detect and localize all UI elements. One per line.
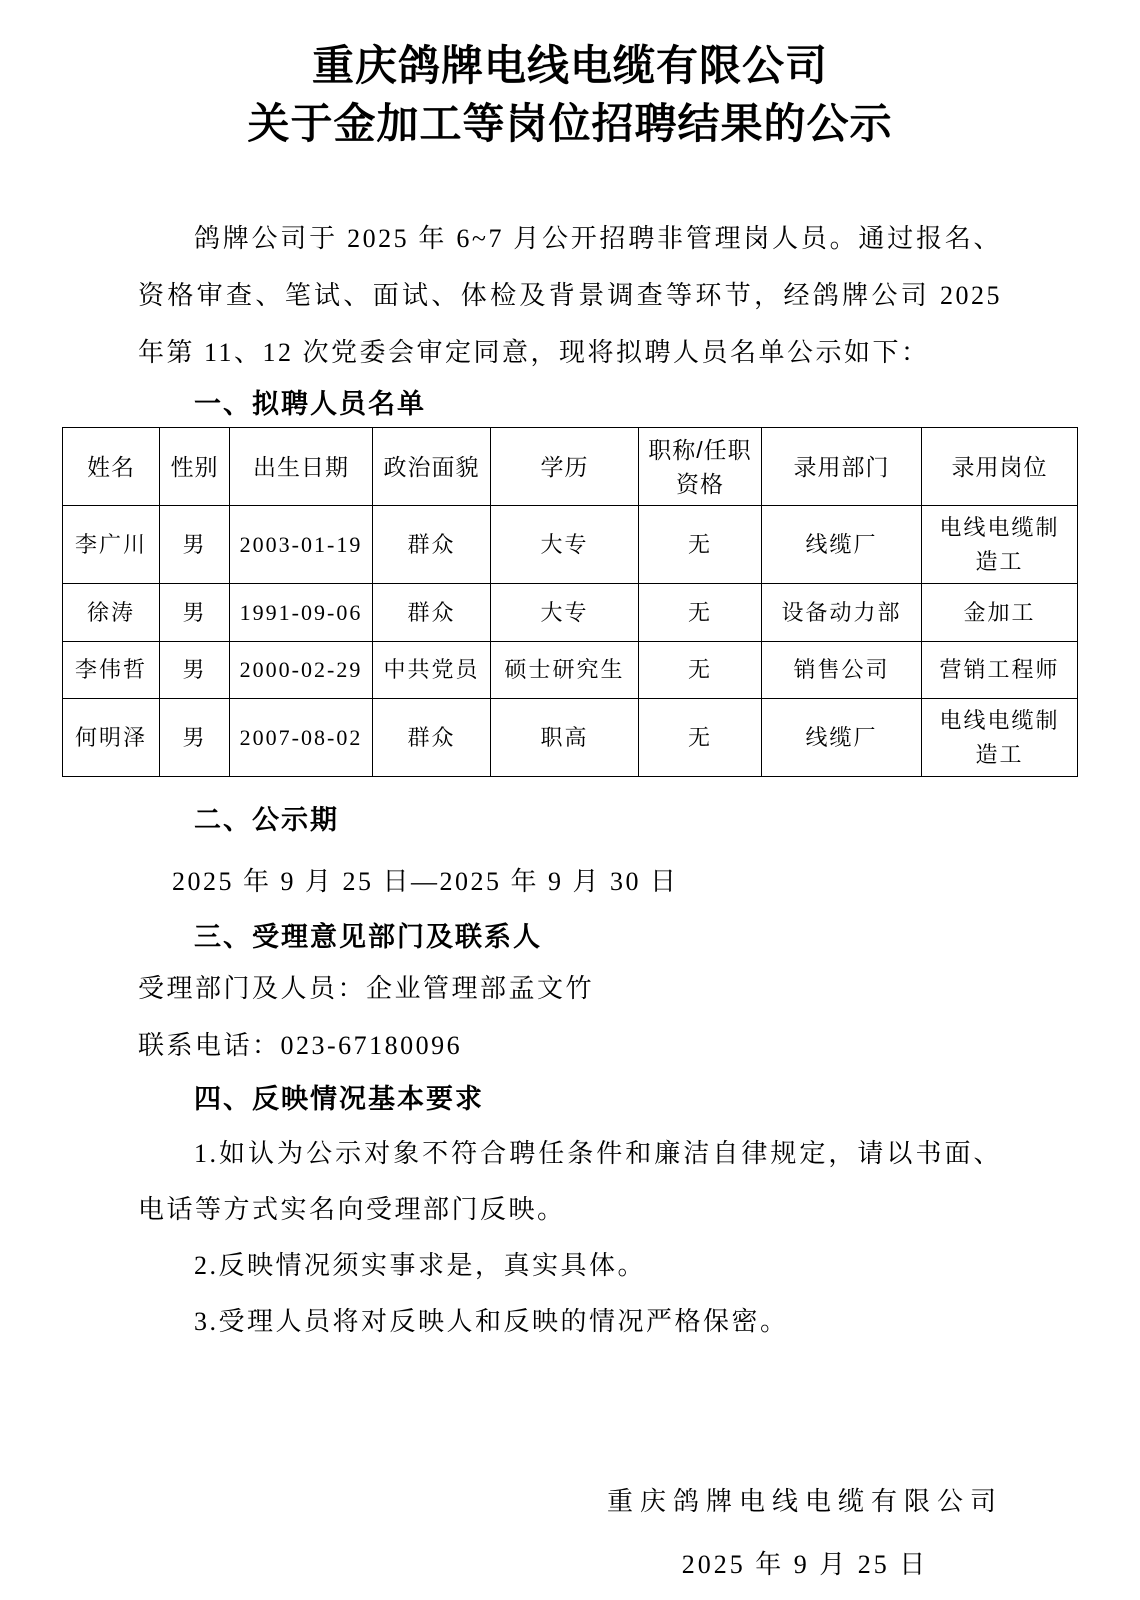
table-cell: 电线电缆制造工 [922,699,1078,777]
table-cell: 金加工 [922,584,1078,642]
table-cell: 大专 [491,506,639,584]
table-cell: 男 [160,699,230,777]
document-title-line1: 重庆鸽牌电线电缆有限公司 [311,44,828,90]
table-cell: 男 [160,642,230,699]
table-cell: 硕士研究生 [491,642,639,699]
table-cell: 1991-09-06 [230,584,373,642]
table-cell: 职高 [491,699,639,777]
table-row [63,584,1078,642]
table-row [63,699,1078,777]
table-cell: 无 [639,699,762,777]
table-header-row [63,428,1078,506]
publicity-period-dates: 2025 年 9 月 25 日—2025 年 9 月 30 日 [172,867,679,896]
column-header-5: 学历 [491,428,639,506]
signature-date: 2025 年 9 月 25 日 [681,1550,929,1579]
table-cell: 男 [160,506,230,584]
section-heading-publicity-period: 二、公示期 [194,805,339,835]
table-cell: 李伟哲 [63,642,160,699]
signature-company: 重庆鸽牌电线电缆有限公司 [606,1487,1003,1516]
table-cell: 2000-02-29 [230,642,373,699]
candidates-table-head [63,428,1078,506]
table-cell: 群众 [373,506,491,584]
table-cell: 2003-01-19 [230,506,373,584]
table-cell: 无 [639,506,762,584]
signature-block [545,1472,1065,1598]
table-cell: 大专 [491,584,639,642]
table-cell: 群众 [373,584,491,642]
column-header-4: 政治面貌 [373,428,491,506]
table-cell: 李广川 [63,506,160,584]
table-cell: 销售公司 [762,642,922,699]
column-header-7: 录用部门 [762,428,922,506]
table-cell: 无 [639,642,762,699]
section-heading-roster: 一、拟聘人员名单 [194,389,426,419]
document-title-line2: 关于金加工等岗位招聘结果的公示 [247,102,893,148]
table-cell: 营销工程师 [922,642,1078,699]
candidates-table-body [63,506,1078,777]
document-title [0,38,1140,154]
contact-department-line: 受理部门及人员：企业管理部孟文竹 [138,974,595,1003]
section-heading-requirements: 四、反映情况基本要求 [194,1084,484,1114]
table-cell: 徐涛 [63,584,160,642]
table-row [63,506,1078,584]
table-cell: 中共党员 [373,642,491,699]
table-cell: 男 [160,584,230,642]
requirement-item-3: 3.受理人员将对反映人和反映的情况严格保密。 [194,1307,789,1336]
column-header-3: 出生日期 [230,428,373,506]
requirement-item-1: 1.如认为公示对象不符合聘任条件和廉洁自律规定，请以书面、电话等方式实名向受理部门反映。 [138,1139,1002,1224]
column-header-1: 姓名 [63,428,160,506]
candidates-table [62,427,1078,777]
table-cell: 群众 [373,699,491,777]
column-header-6: 职称/任职资格 [639,428,762,506]
section-heading-contact: 三、受理意见部门及联系人 [194,922,542,952]
table-cell: 何明泽 [63,699,160,777]
table-cell: 无 [639,584,762,642]
column-header-8: 录用岗位 [922,428,1078,506]
table-row [63,642,1078,699]
intro-paragraph: 鸽牌公司于 2025 年 6~7 月公开招聘非管理岗人员。通过报名、资格审查、笔试、面试、体检及背景调查等环节，经鸽牌公司 2025 年第 11、12 次党委会审定同意，现将拟聘人员名单公示如下： [138,224,1002,367]
table-cell: 设备动力部 [762,584,922,642]
column-header-2: 性别 [160,428,230,506]
requirement-item-2: 2.反映情况须实事求是，真实具体。 [194,1251,647,1280]
table-cell: 电线电缆制造工 [922,506,1078,584]
contact-phone-line: 联系电话：023-67180096 [138,1031,463,1060]
table-cell: 线缆厂 [762,699,922,777]
table-cell: 线缆厂 [762,506,922,584]
table-cell: 2007-08-02 [230,699,373,777]
